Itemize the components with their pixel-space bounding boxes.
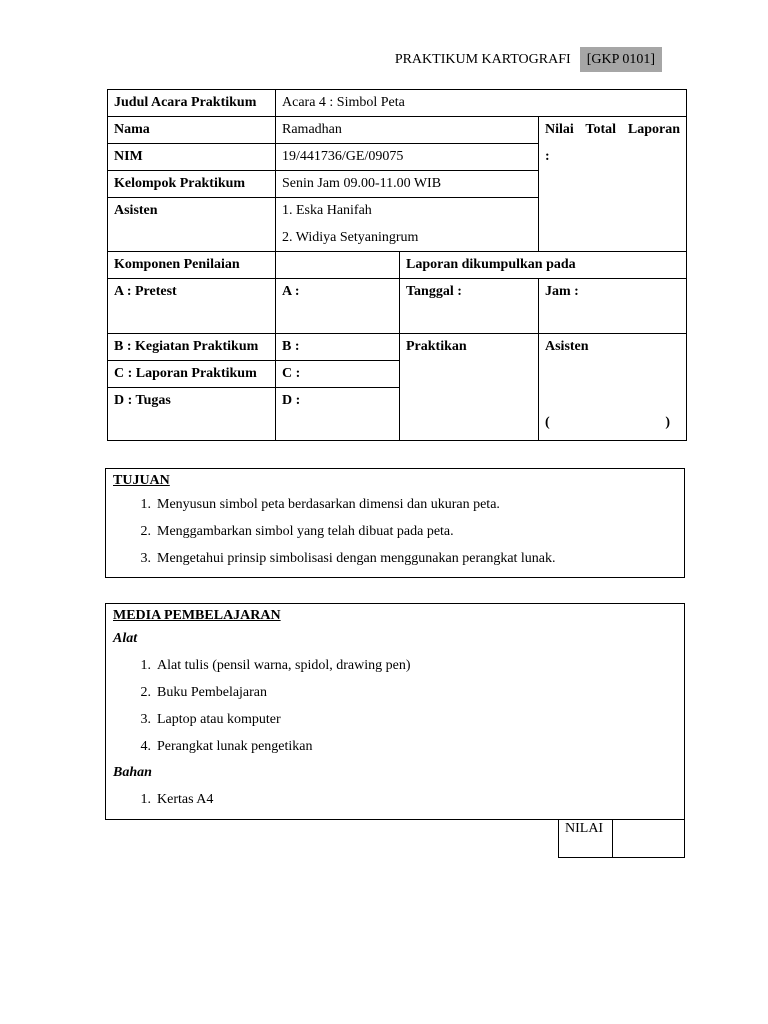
asisten-sign-cell [539, 334, 687, 441]
b-value: B : [276, 334, 400, 361]
nilai-total-cell [539, 117, 687, 252]
bahan-label: Bahan [113, 765, 152, 780]
media-section [105, 603, 685, 820]
tujuan-list [113, 491, 677, 572]
laporan-label: Laporan dikumpulkan pada [400, 252, 687, 279]
tujuan-title: TUJUAN [113, 473, 170, 488]
list-item: 1. Alat tulis (pensil warna, spidol, drawing pen) [140, 658, 411, 673]
a-value: A : [276, 279, 400, 334]
c-label: C : Laporan Praktikum [108, 361, 276, 388]
a-label: A : Pretest [108, 279, 276, 334]
nama-label: Nama [108, 117, 276, 144]
list-item: 3. Laptop atau komputer [140, 712, 281, 727]
alat-label: Alat [113, 631, 138, 646]
list-item: 1. Kertas A4 [140, 792, 214, 807]
course-title: PRAKTIKUM KARTOGRAFI [394, 51, 571, 67]
tujuan-section [105, 468, 685, 578]
c-value: C : [276, 361, 400, 388]
komponen-label: Komponen Penilaian [108, 252, 276, 279]
signature-parentheses [545, 412, 670, 434]
kelompok-value: Senin Jam 09.00-11.00 WIB [276, 171, 539, 198]
asisten-names [276, 198, 539, 252]
media-title: MEDIA PEMBELAJARAN [113, 608, 281, 623]
asisten-1: 1. Eska Hanifah [282, 203, 372, 218]
b-label: B : Kegiatan Praktikum [108, 334, 276, 361]
praktikan-label: Praktikan [400, 334, 539, 441]
kelompok-label: Kelompok Praktikum [108, 171, 276, 198]
list-item: 1. Menyusun simbol peta berdasarkan dimensi dan ukuran peta. [140, 497, 500, 512]
list-item: 3. Mengetahui prinsip simbolisasi dengan menggunakan perangkat lunak. [140, 551, 556, 566]
report-info-table [107, 89, 687, 441]
bahan-list [113, 786, 677, 813]
komponen-empty [276, 252, 400, 279]
d-value: D : [276, 388, 400, 441]
tanggal-label: Tanggal : [400, 279, 539, 334]
alat-list [113, 652, 677, 760]
asisten-2: 2. Widiya Setyaningrum [282, 230, 419, 245]
nama-value: Ramadhan [276, 117, 539, 144]
nilai-total-colon: : [545, 149, 550, 164]
jam-label: Jam : [539, 279, 687, 334]
nilai-label: NILAI [559, 819, 613, 857]
d-label: D : Tugas [108, 388, 276, 441]
nilai-total-label: Nilai Total Laporan [545, 122, 681, 137]
paren-close: ) [665, 415, 671, 430]
list-item: 4. Perangkat lunak pengetikan [140, 739, 313, 754]
asisten-label: Asisten [108, 198, 276, 252]
paren-open: ( [545, 415, 550, 430]
page-header [395, 47, 662, 72]
nim-label: NIM [108, 144, 276, 171]
judul-label: Judul Acara Praktikum [108, 90, 276, 117]
course-code-badge: [GKP 0101] [580, 47, 662, 72]
list-item: 2. Buku Pembelajaran [140, 685, 268, 700]
nim-value: 19/441736/GE/09075 [276, 144, 539, 171]
judul-value: Acara 4 : Simbol Peta [276, 90, 687, 117]
list-item: 2. Menggambarkan simbol yang telah dibuat pada peta. [140, 524, 454, 539]
asisten-sign-label: Asisten [545, 339, 589, 354]
nilai-box [558, 819, 685, 858]
